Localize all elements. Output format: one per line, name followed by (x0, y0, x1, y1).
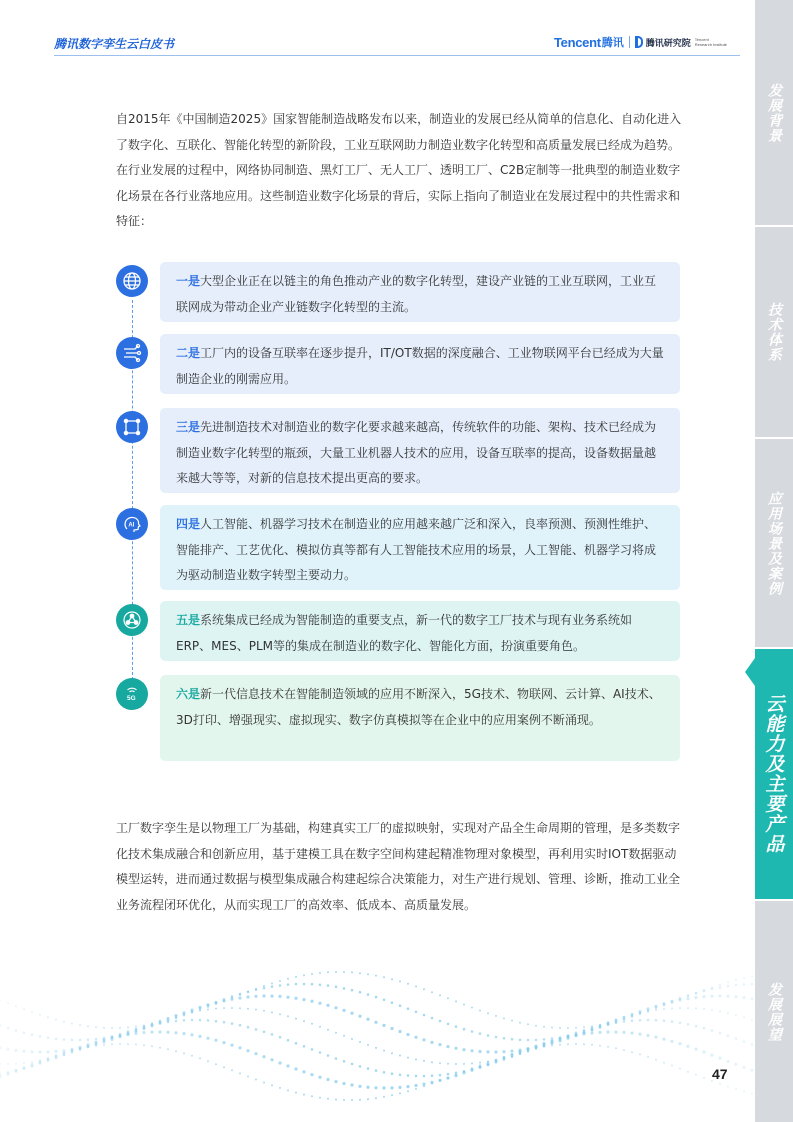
list-item-3 (160, 408, 680, 493)
list-item-1 (160, 262, 680, 322)
header-rule (54, 55, 740, 56)
side-tab-use-cases-label: 应用场景及案例 (766, 490, 782, 596)
item-key-3: 三是 (176, 420, 201, 434)
outro-paragraph: 工厂数字孪生是以物理工厂为基础，构建真实工厂的虚拟映射，实现对产品全生命周期的管理，是多类数字化技术集成融合和创新应用，基于建模工具在数字空间构建起精准物理对象模型，再利用实时IOT数据驱动模型运转，进而通过数据与模型集成融合构建起综合决策能力，对生产进行规划、管理、诊断，推动工业全业务流程闭环优化，从而实现工厂的高效率、低成本、高质量发展。 (116, 821, 681, 912)
item-text-3: 先进制造技术对制造业的数字化要求越来越高，传统软件的功能、架构、技术已经成为制造业数字化转型的瓶颈，大量工业机器人技术的应用，设备互联率的提高，设备数据量越来越大等等，对新的信息技术提出更高的要求。 (176, 420, 657, 486)
item-text-2: 工厂内的设备互联率在逐步提升，IT/OT数据的深度融合、工业物联网平台已经成为大量制造企业的刚需应用。 (176, 346, 664, 386)
item-text-5: 系统集成已经成为智能制造的重要支点，新一代的数字工厂技术与现有业务系统如ERP、MES、PLM等的集成在制造业的数字化、智能化方面，扮演重要角色。 (176, 613, 633, 653)
side-tab-outlook-label: 发展展望 (766, 981, 782, 1042)
side-tab-use-cases[interactable] (755, 439, 793, 647)
item-text-6: 新一代信息技术在智能制造领域的应用不断深入，5G技术、物联网、云计算、AI技术、3D打印、增强现实、虚拟现实、数字仿真模拟等在企业中的应用案例不断涌现。 (176, 687, 661, 727)
active-tab-pointer (745, 658, 755, 686)
item-key-1: 一是 (176, 274, 201, 288)
list-item-2 (160, 334, 680, 394)
side-tab-background-label: 发展背景 (766, 82, 782, 143)
globe-icon (116, 265, 148, 297)
ai-icon (116, 508, 148, 540)
side-tab-background[interactable] (755, 0, 793, 225)
institute-mark-icon (635, 36, 643, 48)
institute-en (695, 37, 727, 47)
institute-name: 腾讯研究院 (645, 38, 691, 49)
item-key-2: 二是 (176, 346, 201, 360)
side-tab-cloud-products[interactable] (755, 649, 793, 899)
logo-separator (629, 36, 630, 48)
list-item-5 (160, 601, 680, 661)
logo-text: Tencent (554, 34, 601, 50)
list-item-6 (160, 675, 680, 761)
side-tab-cloud-products-label: 云能力及主要产品 (762, 694, 785, 854)
network-icon (116, 604, 148, 636)
5g-icon-label: 5G (127, 695, 136, 702)
item-key-4: 四是 (176, 517, 201, 531)
logo-cn: 腾讯 (601, 36, 624, 49)
side-tab-tech-system[interactable] (755, 227, 793, 437)
item-key-6: 六是 (176, 687, 201, 701)
side-tab-outlook[interactable] (755, 901, 793, 1122)
item-text-1: 大型企业正在以链主的角色推动产业的数字化转型，建设产业链的工业互联网，工业互联网成为带动企业产业链数字化转型的主流。 (176, 274, 657, 314)
dot-wave-decoration (0, 930, 755, 1122)
item-key-5: 五是 (176, 613, 201, 627)
ai-icon-label: AI (128, 522, 135, 529)
institute-en-line2: Research Institute (694, 42, 728, 47)
intro-paragraph: 自2015年《中国制造2025》国家智能制造战略发布以来，制造业的发展已经从简单的信息化、自动化进入了数字化、互联化、智能化转型的新阶段，工业互联网助力制造业数字化转型和高质量发展已经成为趋势。在行业发展的过程中，网络协同制造、黑灯工厂、无人工厂、透明工厂、C2B定制等一批典型的制造业数字化场景在各行业落地应用。这些制造业数字化场景的背后，实际上指向了制造业在发展过程中的共性需求和特征： (116, 112, 682, 229)
list-item-4 (160, 505, 680, 590)
header-title: 腾讯数字孪生云白皮书 (54, 37, 175, 51)
frame-icon (116, 411, 148, 443)
tencent-logo (554, 33, 727, 51)
institute-en-line1: Tencent (694, 37, 709, 42)
connection-icon (116, 337, 148, 369)
item-text-4: 人工智能、机器学习技术在制造业的应用越来越广泛和深入，良率预测、预测性维护、智能排产、工艺优化、模拟仿真等都有人工智能技术应用的场景，人工智能、机器学习将成为驱动制造业数字转型主要动力。 (176, 517, 657, 583)
page-number: 47 (712, 1066, 728, 1082)
side-tab-tech-system-label: 技术体系 (766, 302, 782, 362)
5g-icon (116, 678, 148, 710)
